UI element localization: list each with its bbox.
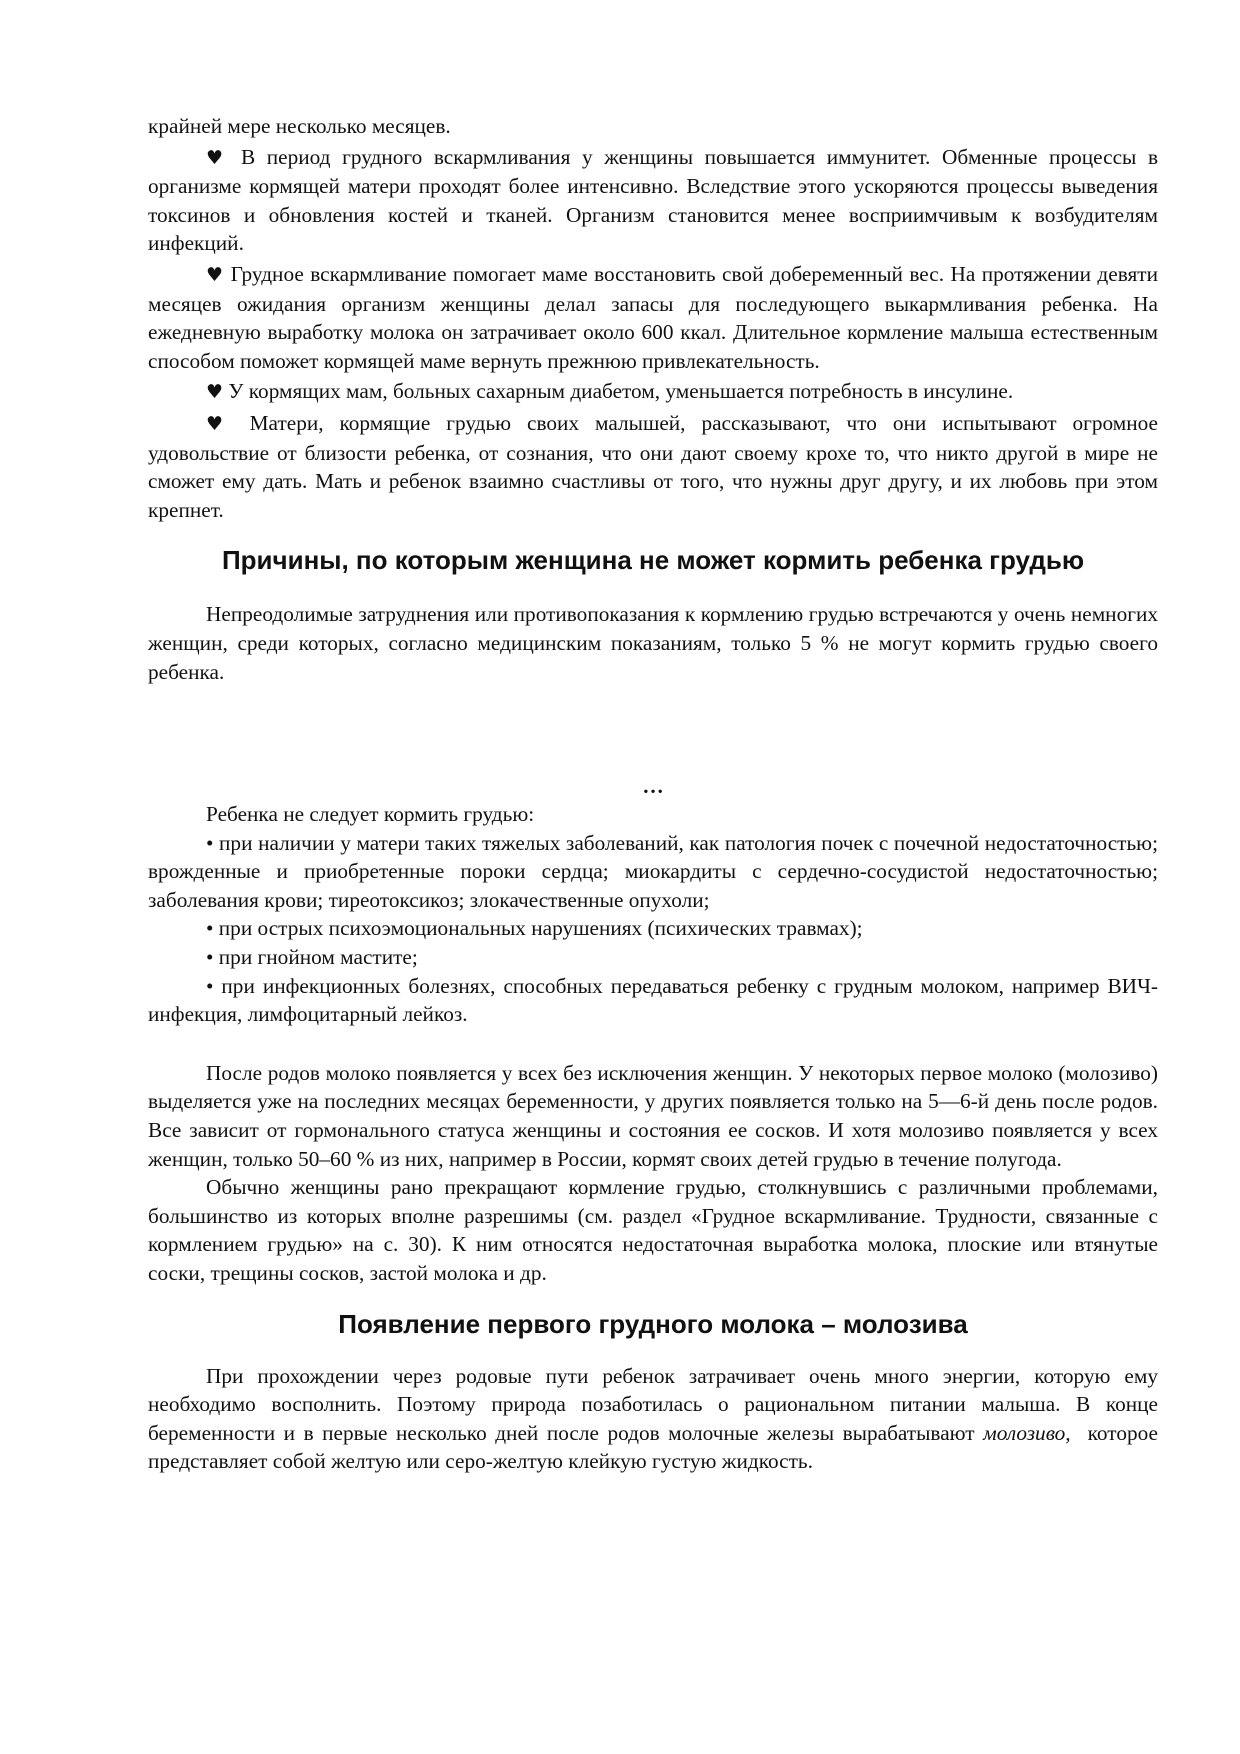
benefit-item-immunity bbox=[148, 143, 1158, 258]
colostrum-paragraph-start: При прохождении через родовые пути ребенок затрачивает очень много энергии, которую ему необходимо восполнить. Поэтому природа позаботилась о рациональном питании малыша. В конце беременности и в первые несколько дней после родов молочные железы вырабатывают bbox=[148, 1363, 1158, 1445]
colostrum-paragraph-end: которое представляет собой желтую или серо-желтую клейкую густую жидкость. bbox=[148, 1420, 1158, 1474]
benefit-item-weight bbox=[148, 260, 1158, 375]
heart-bullet-icon: ♥ bbox=[206, 412, 234, 435]
benefit-item-text: Матери, кормящие грудью своих малышей, рассказывают, что они испытывают огромное удовольствие от близости ребенка, от сознания, что они дают своему крохе то, что никто другой в мире не сможет ему дать. Мать и ребенок взаимно счастливы от того, что нужны друг другу, и их любовь при этом крепнет. bbox=[148, 410, 1158, 522]
page-content bbox=[148, 112, 1158, 1476]
continued-paragraph: крайней мере несколько месяцев. bbox=[148, 114, 451, 138]
contraindication-item: • при гнойном мастите; bbox=[206, 945, 418, 970]
benefit-item-text: В период грудного вскармливания у женщины повышается иммунитет. Обменные процессы в организме кормящей матери проходят более интенсивно. Вследствие этого ускоряются процессы выведения токсинов и обновления костей и тканей. Организм становится менее восприимчивым к возбудителям инфекций. bbox=[148, 144, 1158, 256]
early-stop-paragraph: Обычно женщины рано прекращают кормление грудью, столкнувшись с различными проблемами, большинство из которых вполне разрешимы (см. раздел «Грудное вскармливание. Трудности, связанные с кормлением грудью» на с. 30). К ним относятся недостаточная выработка молока, плоские или втянутые соски, трещины сосков, застой молока и др. bbox=[148, 1175, 1158, 1285]
contraindication-item: • при наличии у матери таких тяжелых заболеваний, как патология почек с почечной недостаточностью; врожденные и приобретенные пороки сердца; миокардиты с сердечно-сосудистой недостаточностью; заболевания крови; тиреотоксикоз; злокачественные опухоли; bbox=[148, 830, 1158, 912]
contraindication-item: • при инфекционных болезнях, способных передаваться ребенку с грудным молоком, например ВИЧ-инфекция, лимфоцитарный лейкоз. bbox=[148, 973, 1158, 1027]
heart-bullet-icon: ♥ bbox=[206, 381, 224, 404]
section-heading-colostrum: Появление первого грудного молока – молозива bbox=[338, 1308, 968, 1339]
section-intro-paragraph: Непреодолимые затруднения или противопоказания к кормлению грудью встречаются у очень немногих женщин, среди которых, согласно медицинским показаниям, только 5 % не могут кормить грудью своего ребенка. bbox=[148, 602, 1158, 684]
benefit-item-text: У кормящих мам, больных сахарным диабетом, уменьшается потребность в инсулине. bbox=[228, 379, 1014, 404]
omission-mark: … bbox=[642, 774, 664, 799]
section-heading-reasons: Причины, по которым женщина не может кормить ребенка грудью bbox=[221, 545, 1085, 576]
heart-bullet-icon: ♥ bbox=[206, 263, 225, 286]
contraindication-item: • при острых психоэмоциональных нарушениях (психических травмах); bbox=[206, 916, 863, 941]
benefit-item-text: Грудное вскармливание помогает маме восстановить свой добеременный вес. На протяжении девяти месяцев ожидания организм женщины делал запасы для последующего выкармливания ребенка. На ежедневную выработку молока он затрачивает около 600 ккал. Длительное кормление малыша естественным способом поможет кормящей маме вернуть прежнюю привлекательность. bbox=[148, 261, 1158, 373]
benefit-item-bond bbox=[148, 409, 1158, 524]
colostrum-term: молозиво, bbox=[983, 1420, 1071, 1445]
heart-bullet-icon: ♥ bbox=[206, 146, 230, 169]
milk-appearance-paragraph: После родов молоко появляется у всех без исключения женщин. У некоторых первое молоко (молозиво) выделяется уже на последних месяцах беременности, у других появляется только на 5—6-й день после родов. Все зависит от гормонального статуса женщины и состояния ее сосков. И хотя молозиво появляется у всех женщин, только 50–60 % из них, например в России, кормят своих детей грудью в течение полугода. bbox=[148, 1060, 1158, 1171]
benefit-item-insulin bbox=[148, 377, 1158, 407]
colostrum-paragraph bbox=[148, 1362, 1158, 1476]
contraindications-lead: Ребенка не следует кормить грудью: bbox=[206, 802, 535, 827]
